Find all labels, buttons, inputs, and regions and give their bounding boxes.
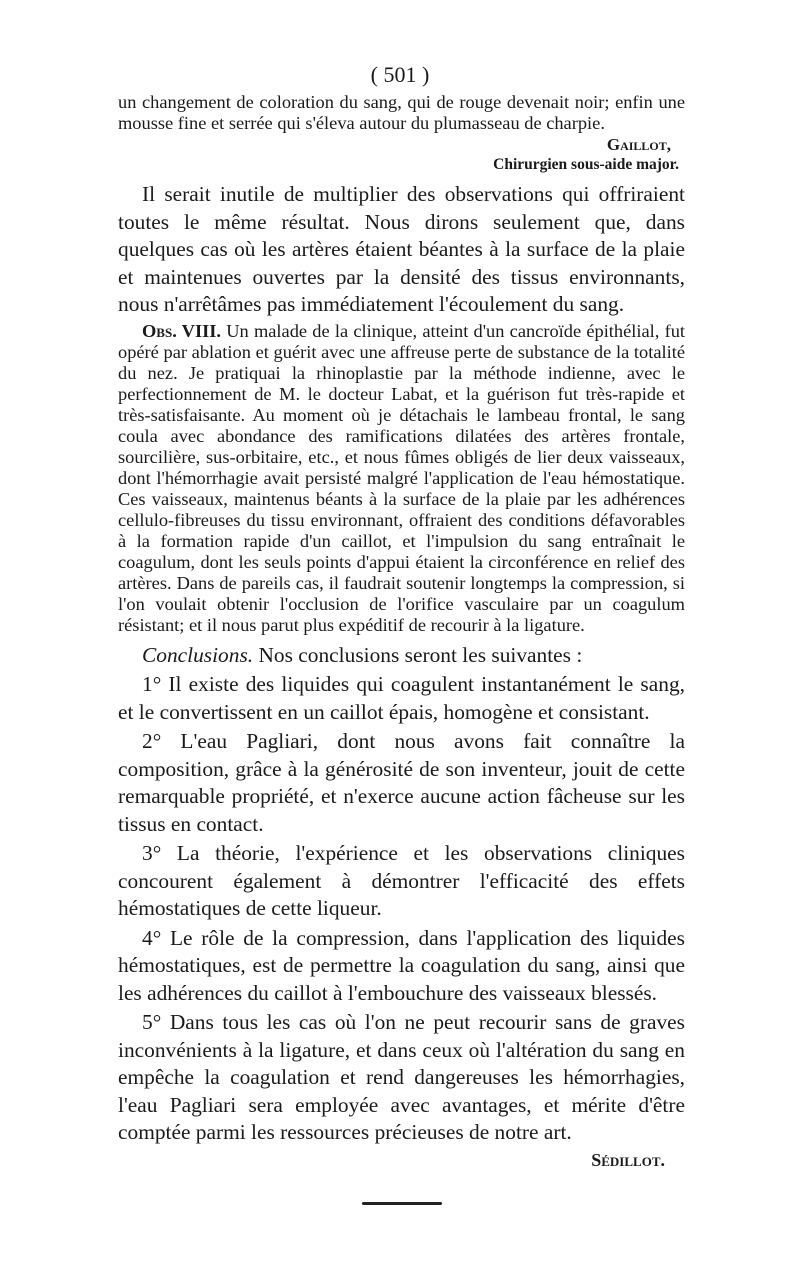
conclusion-item-5-text: 5° Dans tous les cas où l'on ne peut recourir sans de graves inconvénients à la ligature, et dans ceux où l'altération du sang en empêche la coagulation et rend dangereuses les hémorrhagies, l'eau Pagliari sera employée avec avantages, et mérite d'être comptée parmi les ressources précieuses de notre art. [118, 1010, 685, 1144]
end-ornament-divider [362, 1202, 442, 1205]
conclusion-item-5 [118, 1009, 685, 1170]
observation-text: Un malade de la clinique, atteint d'un cancroïde épithélial, fut opéré par ablation et guérit avec une affreuse perte de substance de la totalité du nez. Je pratiquai la rhinoplastie par la méthode indienne, avec le perfectionnement de M. le docteur Labat, et la guérison fut très-rapide et très-satisfaisante. Au moment où je détachais le lambeau frontal, le sang coula avec abondance des ramifications dilatées des artères frontale, sourcilière, sus-orbitaire, etc., et nous fûmes obligés de lier deux vaisseaux, dont l'hémorrhagie avait persisté malgré l'application de l'eau hémostatique. Ces vaisseaux, maintenus béants à la surface de la plaie par les adhérences cellulo-fibreuses du tissu environnant, offraient des conditions défavorables à la formation rapide d'un caillot, et l'impulsion du sang entraînait le coagulum, dont les seuls points d'appui étaient la circonférence en relief des artères. Dans de pareils cas, il faudrait soutenir longtemps la compression, si l'on voulait obtenir l'occlusion de l'orifice vasculaire par un coagulum résistant; et il nous parut plus expéditif de recourir à la ligature. [118, 320, 686, 635]
observation-label: Obs. VIII. [142, 320, 222, 341]
conclusion-item-1: 1° Il existe des liquides qui coagulent instantanément le sang, et le convertissent en un caillot épais, homogène et consistant. [118, 672, 685, 724]
conclusions-label: Conclusions. [142, 642, 254, 667]
signature-gaillot-title: Chirurgien sous-aide major. [493, 156, 679, 173]
signature-gaillot-name: Gaillot, [606, 135, 671, 154]
conclusion-item-4: 4° Le rôle de la compression, dans l'application des liquides hémostatiques, est de permettre la coagulation du sang, ainsi que les adhérences du caillot à l'embouchure des vaisseaux blessés. [118, 925, 685, 1005]
conclusion-item-2: 2° L'eau Pagliari, dont nous avons fait connaître la composition, grâce à la générosité de son inventeur, jouit de cette remarquable propriété, et n'exerce aucune action fâcheuse sur les tissus en contact. [118, 729, 685, 836]
observation-paragraph [118, 321, 685, 636]
conclusion-item-3: 3° La théorie, l'expérience et les observations cliniques concourent également à démontrer l'efficacité des effets hémostatiques de cette liqueur. [118, 841, 685, 920]
intro-paragraph: un changement de coloration du sang, qui de rouge devenait noir; enfin une mousse fine et serrée qui s'éleva autour du plumasseau de charpie. [118, 92, 685, 133]
page-content [118, 92, 685, 1205]
conclusions-heading [118, 642, 685, 670]
page-number: ( 501 ) [370, 62, 430, 87]
signature-sedillot: Sédillot. [591, 1149, 665, 1170]
body-paragraph-1: Il serait inutile de multiplier des observations qui offriraient toutes le même résultat. Nous dirons seulement que, dans quelques cas où les artères étaient béantes à la surface de la plaie et maintenues ouvertes par la densité des tissus environnants, nous n'arrêtâmes pas immédiatement l'écoulement du sang. [118, 182, 685, 316]
conclusions-intro: Nos conclusions seront les suivantes : [258, 642, 583, 667]
